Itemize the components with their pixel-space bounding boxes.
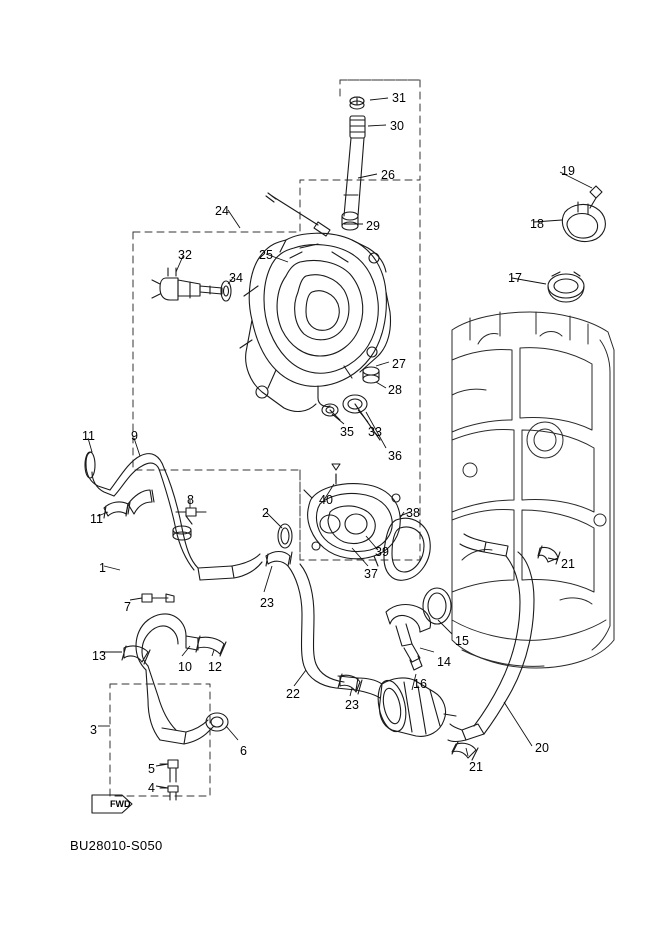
callout-27: 27 [392,357,406,371]
part-26-shaft [266,97,365,236]
callout-29: 29 [366,219,380,233]
callout-35: 35 [340,425,354,439]
callout-32: 32 [178,248,192,262]
parts-17-18-19 [548,186,605,302]
callout-19: 19 [561,164,575,178]
callout-18: 18 [530,217,544,231]
parts-37-40-cover [304,464,430,580]
callout-17: 17 [508,271,522,285]
callout-15: 15 [455,634,469,648]
callout-5: 5 [148,762,155,776]
callout-34: 34 [229,271,243,285]
callout-21-lower: 21 [469,760,483,774]
callout-37: 37 [364,567,378,581]
parts-3-10-12-13-hose [122,614,228,800]
callout-22: 22 [286,687,300,701]
callout-20: 20 [535,741,549,755]
callout-39: 39 [375,545,389,559]
callout-11-lower: 11 [90,512,103,526]
parts-1-9-11-hose [85,452,262,580]
callout-4: 4 [148,781,155,795]
callout-10: 10 [178,660,192,674]
callout-28: 28 [388,383,402,397]
callout-31: 31 [392,91,406,105]
callout-6: 6 [240,744,247,758]
callout-30: 30 [390,119,404,133]
callout-7: 7 [124,600,131,614]
part-8-bolt [173,508,206,540]
parts-32-34-shaft [152,268,231,301]
callout-8: 8 [187,493,194,507]
callout-25: 25 [259,248,273,262]
parts-2-23 [266,524,292,566]
callout-33: 33 [368,425,382,439]
callout-21-upper: 21 [561,557,575,571]
part-code-label: BU28010-S050 [70,838,163,853]
part-22-hose [288,564,382,698]
callout-1: 1 [99,561,106,575]
callout-11-upper: 11 [82,429,95,443]
callout-24: 24 [215,204,229,218]
callout-12: 12 [208,660,222,674]
fwd-label: FWD [110,799,131,809]
callout-38: 38 [406,506,420,520]
part-7-bolt [142,594,174,602]
callout-3: 3 [90,723,97,737]
callout-23-upper: 23 [260,596,274,610]
callout-9: 9 [131,429,138,443]
callout-40: 40 [319,493,333,507]
callout-26: 26 [381,168,395,182]
callout-16: 16 [413,677,427,691]
callout-14: 14 [437,655,451,669]
callout-13: 13 [92,649,106,663]
parts-27-28 [363,367,379,383]
callout-23-lower: 23 [345,698,359,712]
callout-36: 36 [388,449,402,463]
callout-2: 2 [262,506,269,520]
